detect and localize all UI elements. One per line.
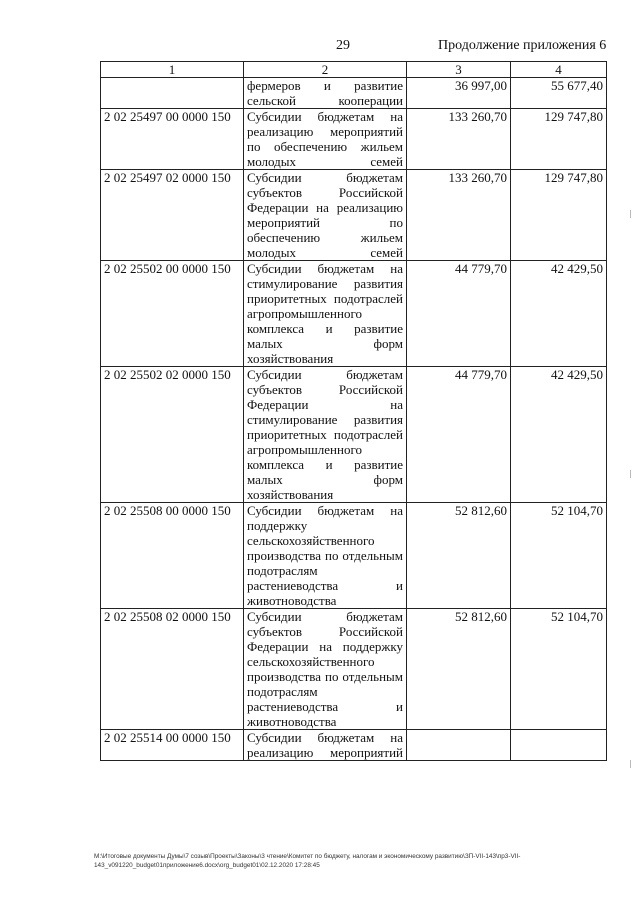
table-header-row (101, 62, 607, 78)
row-name: Субсидии бюджетам на реализацию мероприятий по обеспечению жильем молодых семей (244, 109, 407, 170)
table-row (101, 261, 607, 367)
row-code: 2 02 25497 02 0000 150 (101, 170, 244, 261)
continuation-label: Продолжение приложения 6 (438, 38, 607, 53)
row-value-col4: 129 747,80 (511, 170, 607, 261)
column-header: 1 (101, 62, 244, 78)
row-name: Субсидии бюджетам на реализацию мероприятий (244, 730, 407, 761)
row-code: 2 02 25502 00 0000 150 (101, 261, 244, 367)
file-path-footer: М:\Итоговые документы Думы\7 созыв\Проекты\Законы\3 чтение\Комитет по бюджету, налогам и экономическому развитию\ЗП-VII-143\пр3-VII-143_v091220_budget01приложение6.docx\org_budget01\02.12.2020 17:28:45 (94, 853, 521, 869)
column-header: 3 (407, 62, 511, 78)
table-row (101, 503, 607, 609)
row-code (101, 78, 244, 109)
margin-mark (630, 760, 631, 768)
row-name: Субсидии бюджетам субъектов Российской Федерации на реализацию мероприятий по обеспечению жильем молодых семей (244, 170, 407, 261)
row-code: 2 02 25497 00 0000 150 (101, 109, 244, 170)
row-code: 2 02 25514 00 0000 150 (101, 730, 244, 761)
row-name: Субсидии бюджетам субъектов Российской Федерации на поддержку сельскохозяйственного производства по отдельным подотраслям растениеводства и животноводства (244, 609, 407, 730)
column-header: 4 (511, 62, 607, 78)
row-code: 2 02 25508 02 0000 150 (101, 609, 244, 730)
margin-mark (630, 470, 631, 478)
table-row (101, 78, 607, 109)
row-value-col3: 133 260,70 (407, 170, 511, 261)
row-name: фермеров и развитие сельской кооперации (244, 78, 407, 109)
row-value-col4: 52 104,70 (511, 503, 607, 609)
row-value-col3: 44 779,70 (407, 367, 511, 503)
margin-mark (630, 210, 631, 218)
row-value-col3: 44 779,70 (407, 261, 511, 367)
row-value-col4 (511, 730, 607, 761)
row-name: Субсидии бюджетам субъектов Российской Федерации на стимулирование развития приоритетных подотраслей агропромышленного комплекса и развитие малых форм хозяйствования (244, 367, 407, 503)
row-name: Субсидии бюджетам на стимулирование развития приоритетных подотраслей агропромышленного комплекса и развитие малых форм хозяйствования (244, 261, 407, 367)
page-number: 29 (336, 38, 350, 53)
row-value-col3: 52 812,60 (407, 609, 511, 730)
row-value-col4: 42 429,50 (511, 261, 607, 367)
column-header: 2 (244, 62, 407, 78)
row-value-col3: 36 997,00 (407, 78, 511, 109)
row-value-col3 (407, 730, 511, 761)
table-row (101, 609, 607, 730)
table-row (101, 730, 607, 761)
row-value-col4: 129 747,80 (511, 109, 607, 170)
table-row (101, 170, 607, 261)
row-code: 2 02 25508 00 0000 150 (101, 503, 244, 609)
row-code: 2 02 25502 02 0000 150 (101, 367, 244, 503)
table-row (101, 109, 607, 170)
row-name: Субсидии бюджетам на поддержку сельскохозяйственного производства по отдельным подотраслям растениеводства и животноводства (244, 503, 407, 609)
row-value-col4: 55 677,40 (511, 78, 607, 109)
row-value-col4: 52 104,70 (511, 609, 607, 730)
row-value-col3: 52 812,60 (407, 503, 511, 609)
table-row (101, 367, 607, 503)
row-value-col4: 42 429,50 (511, 367, 607, 503)
row-value-col3: 133 260,70 (407, 109, 511, 170)
budget-table (100, 61, 607, 761)
